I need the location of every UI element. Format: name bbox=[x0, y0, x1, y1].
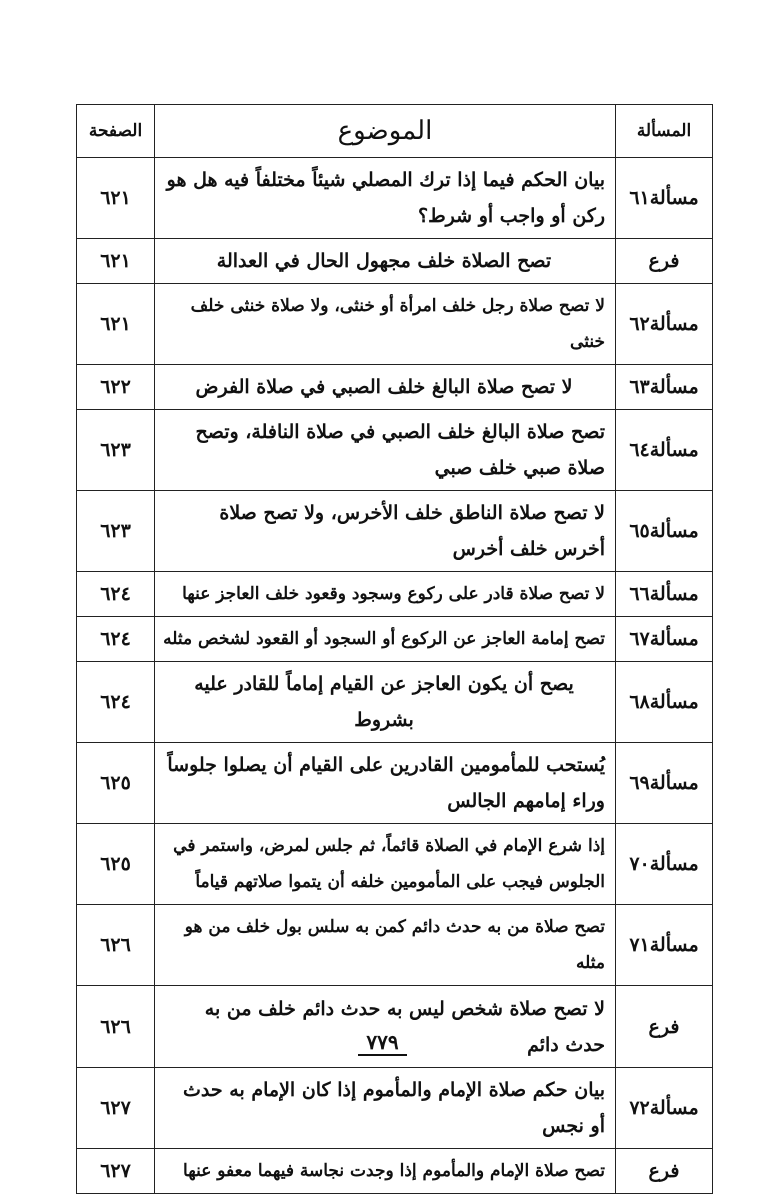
topic-text: لا تصح صلاة البالغ خلف الصبي في صلاة الفرض bbox=[155, 365, 616, 410]
topic-text: تصح الصلاة خلف مجهول الحال في العدالة bbox=[155, 239, 616, 284]
table-row bbox=[77, 824, 713, 905]
topic-text: تصح صلاة الإمام والمأموم إذا وجدت نجاسة فيهما معفو عنها bbox=[155, 1149, 616, 1194]
page-ref: ٦٢٥ bbox=[77, 824, 155, 905]
topic-text: إذا شرع الإمام في الصلاة قائماً، ثم جلس لمرض، واستمر في الجلوس فيجب على المأمومين خلفه أن يتموا صلاتهم قياماً bbox=[155, 824, 616, 905]
page-ref: ٦٢١ bbox=[77, 158, 155, 239]
masala-number: مسألة٧٢ bbox=[616, 1068, 713, 1149]
table-row bbox=[77, 239, 713, 284]
table-row bbox=[77, 662, 713, 743]
table-row bbox=[77, 905, 713, 986]
masala-number: فرع bbox=[616, 239, 713, 284]
table-row bbox=[77, 743, 713, 824]
page-ref: ٦٢٤ bbox=[77, 662, 155, 743]
page-ref: ٦٢١ bbox=[77, 239, 155, 284]
table-row bbox=[77, 284, 713, 365]
page-ref: ٦٢٥ bbox=[77, 743, 155, 824]
page-ref: ٦٢٤ bbox=[77, 617, 155, 662]
header-mawdu: الموضوع bbox=[155, 105, 616, 158]
topic-text: لا تصح صلاة قادر على ركوع وسجود وقعود خلف العاجز عنها bbox=[155, 572, 616, 617]
page-ref: ٦٢٢ bbox=[77, 365, 155, 410]
table-row bbox=[77, 365, 713, 410]
masala-number: مسألة٦٩ bbox=[616, 743, 713, 824]
table-row bbox=[77, 617, 713, 662]
topic-text: لا تصح صلاة رجل خلف امرأة أو خنثى، ولا صلاة خنثى خلف خنثى bbox=[155, 284, 616, 365]
header-row bbox=[77, 105, 713, 158]
topic-text: لا تصح صلاة الناطق خلف الأخرس، ولا تصح صلاة أخرس خلف أخرس bbox=[155, 491, 616, 572]
masala-number: فرع bbox=[616, 986, 713, 1068]
topic-text: لا تصح صلاة شخص ليس به حدث دائم خلف من به حدث دائم bbox=[155, 986, 616, 1068]
masala-number: مسألة٦٧ bbox=[616, 617, 713, 662]
topic-text: تصح صلاة البالغ خلف الصبي في صلاة النافلة، وتصح صلاة صبي خلف صبي bbox=[155, 410, 616, 491]
page-ref: ٦٢٣ bbox=[77, 410, 155, 491]
topic-text: يصح أن يكون العاجز عن القيام إماماً للقادر عليه بشروط bbox=[155, 662, 616, 743]
page-ref: ٦٢١ bbox=[77, 284, 155, 365]
page-footer bbox=[0, 1030, 765, 1054]
header-masala: المسألة bbox=[616, 105, 713, 158]
table-row bbox=[77, 410, 713, 491]
page-ref: ٦٢٧ bbox=[77, 1149, 155, 1194]
page-ref: ٦٢٦ bbox=[77, 986, 155, 1068]
page-number: ٧٧٩ bbox=[358, 1030, 406, 1056]
masala-number: مسألة٧١ bbox=[616, 905, 713, 986]
topic-text: تصح إمامة العاجز عن الركوع أو السجود أو القعود لشخص مثله bbox=[155, 617, 616, 662]
topic-text: بيان حكم صلاة الإمام والمأموم إذا كان الإمام به حدث أو نجس bbox=[155, 1068, 616, 1149]
table-row bbox=[77, 491, 713, 572]
masala-number: مسألة٧٠ bbox=[616, 824, 713, 905]
topic-text: يُستحب للمأمومين القادرين على القيام أن يصلوا جلوساً وراء إمامهم الجالس bbox=[155, 743, 616, 824]
masala-number: مسألة٦٣ bbox=[616, 365, 713, 410]
header-safha: الصفحة bbox=[77, 105, 155, 158]
page-ref: ٦٢٣ bbox=[77, 491, 155, 572]
table-row bbox=[77, 1149, 713, 1194]
masala-number: مسألة٦٨ bbox=[616, 662, 713, 743]
masala-number: مسألة٦٢ bbox=[616, 284, 713, 365]
masala-number: فرع bbox=[616, 1149, 713, 1194]
table-row bbox=[77, 158, 713, 239]
page-ref: ٦٢٤ bbox=[77, 572, 155, 617]
masala-number: مسألة٦٦ bbox=[616, 572, 713, 617]
topic-text: بيان الحكم فيما إذا ترك المصلي شيئاً مختلفاً فيه هل هو ركن أو واجب أو شرط؟ bbox=[155, 158, 616, 239]
table-row bbox=[77, 1068, 713, 1149]
masala-number: مسألة٦١ bbox=[616, 158, 713, 239]
page-ref: ٦٢٧ bbox=[77, 1068, 155, 1149]
masala-number: مسألة٦٤ bbox=[616, 410, 713, 491]
masala-number: مسألة٦٥ bbox=[616, 491, 713, 572]
table-row bbox=[77, 572, 713, 617]
page-ref: ٦٢٦ bbox=[77, 905, 155, 986]
topic-text: تصح صلاة من به حدث دائم كمن به سلس بول خلف من هو مثله bbox=[155, 905, 616, 986]
